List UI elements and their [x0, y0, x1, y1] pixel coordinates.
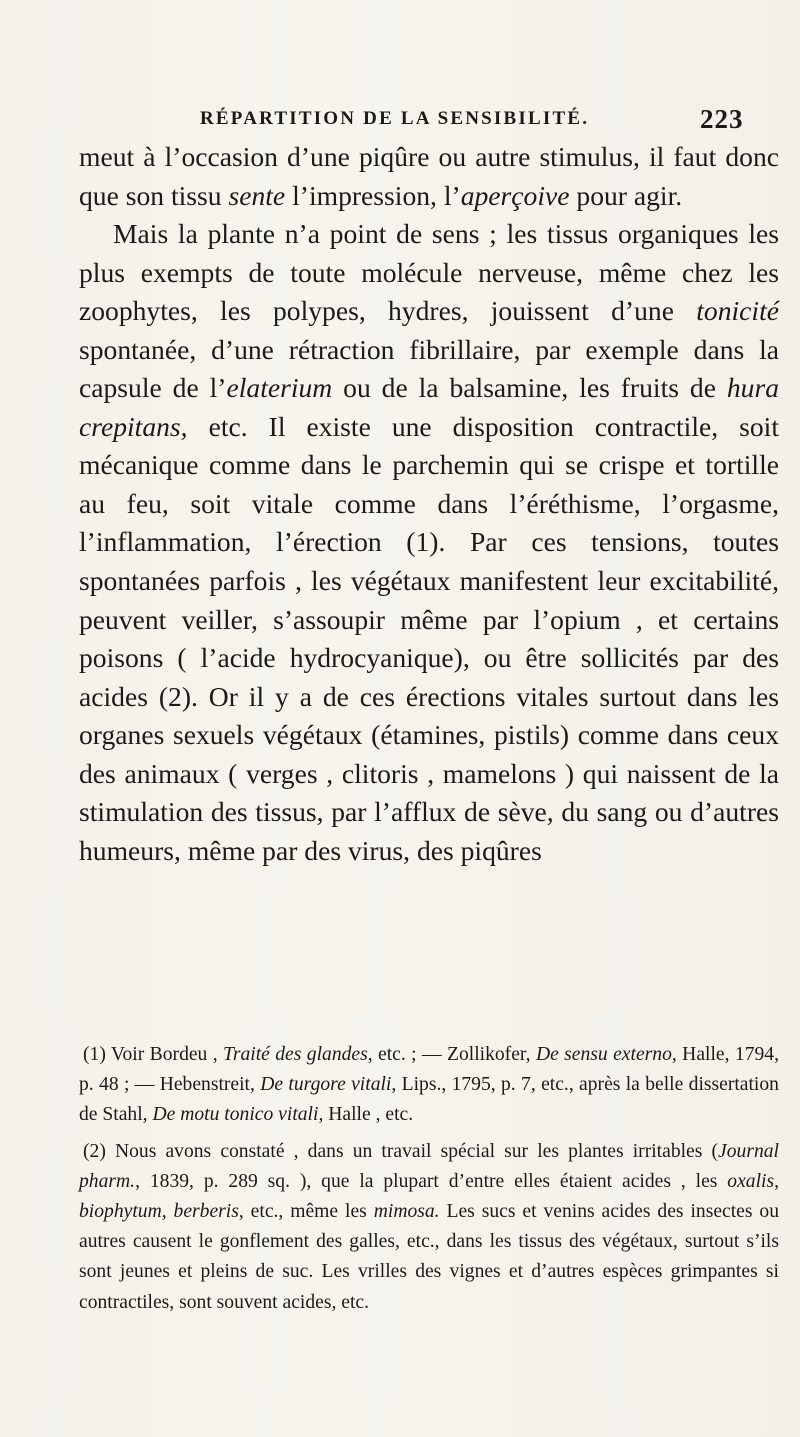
text-span: Les sucs et venins acides des insectes ou autres causent le gonflement des galles, etc., dans les tissus des végétaux, surtout s’ils sont jeunes et pleins de suc. Les vrilles des vignes et d’autres espèces grimpantes si contractiles, sont souvent acides, etc. [79, 1201, 779, 1313]
italic-term: mimosa. [373, 1201, 440, 1223]
text-span: , Halle, 1794, p. 48 ; — Hebenstreit, [79, 1044, 779, 1096]
text-span: (2) Nous avons constaté , dans un travail spécial sur les plantes irritables ( [83, 1140, 719, 1162]
italic-term: berberis [173, 1201, 239, 1223]
text-span: , Lips., 1795, p. 7, etc., après la belle dissertation de Stahl, [79, 1074, 779, 1126]
text-span: Mais la plante n’a point de sens ; les tissus organiques les plus exempts de toute molécule nerveuse, même chez les zoophytes, les polypes, hydres, jouissent d’une [79, 218, 779, 327]
footnote-2 [79, 1137, 779, 1318]
italic-term: Traité des glandes [223, 1044, 368, 1065]
main-text [79, 138, 779, 870]
paragraph-2 [79, 215, 779, 870]
text-span: , 1839, p. 289 sq. ), que la plupart d’entre elles étaient acides , les [135, 1170, 728, 1192]
italic-term: biophytum [79, 1201, 162, 1223]
italic-term: sente [228, 179, 286, 211]
running-title: RÉPARTITION DE LA SENSIBILITÉ. [200, 108, 590, 129]
italic-term: Journal pharm. [79, 1140, 779, 1192]
paragraph-1 [79, 138, 779, 215]
page-number: 223 [700, 104, 744, 134]
italic-term: oxalis [727, 1170, 775, 1192]
text-span: pour agir. [569, 179, 683, 211]
text-span: ou de la balsamine, les fruits de [332, 372, 727, 404]
italic-term: tonicité [696, 295, 779, 327]
text-span: , [161, 1201, 174, 1223]
text-span: , etc., même les [238, 1201, 374, 1223]
text-span: , etc. ; — Zollikofer, [367, 1044, 536, 1065]
italic-term: elaterium [226, 372, 333, 404]
footnotes [79, 1040, 779, 1318]
italic-term: De sensu externo [535, 1044, 672, 1065]
italic-term: De motu tonico vitali [152, 1104, 319, 1126]
text-span: spontanée, d’une rétraction fibrillaire, par exemple dans la capsule de l’ [79, 333, 779, 404]
text-span: etc. Il existe une disposition contractile, soit mécanique comme dans le parchemin qui se crispe et tortille au feu, soit vitale comme dans l’éréthisme, l’orgasme, l’inflammation, l’érection (1). Par ces tensions, toutes spontanées parfois , les végétaux manifestent leur excitabilité, peuvent veiller, s’assoupir même par l’opium , et certains poisons ( l’acide hydrocyanique), ou être sollicités par des acides (2). Or il y a de ces érections vitales surtout dans les organes sexuels végétaux (étamines, pistils) comme dans ceux des animaux ( verges , clitoris , mamelons ) qui naissent de la stimulation des tissus, par l’afflux de sève, du sang ou d’autres humeurs, même par des virus, des piqûres [79, 410, 779, 866]
italic-term: hura crepitans, [79, 372, 780, 442]
italic-term: aperçoive [460, 179, 570, 211]
footnote-1 [79, 1040, 779, 1131]
text-span: , Halle , etc. [318, 1104, 414, 1126]
italic-term: De turgore vitali [260, 1074, 392, 1096]
text-span: , [774, 1170, 779, 1192]
text-span: l’impression, l’ [285, 179, 461, 211]
running-head [0, 104, 800, 136]
text-span: meut à l’occasion d’une piqûre ou autre stimulus, il faut donc que son tissu [79, 141, 779, 211]
text-span: (1) Voir Bordeu , [83, 1044, 224, 1065]
